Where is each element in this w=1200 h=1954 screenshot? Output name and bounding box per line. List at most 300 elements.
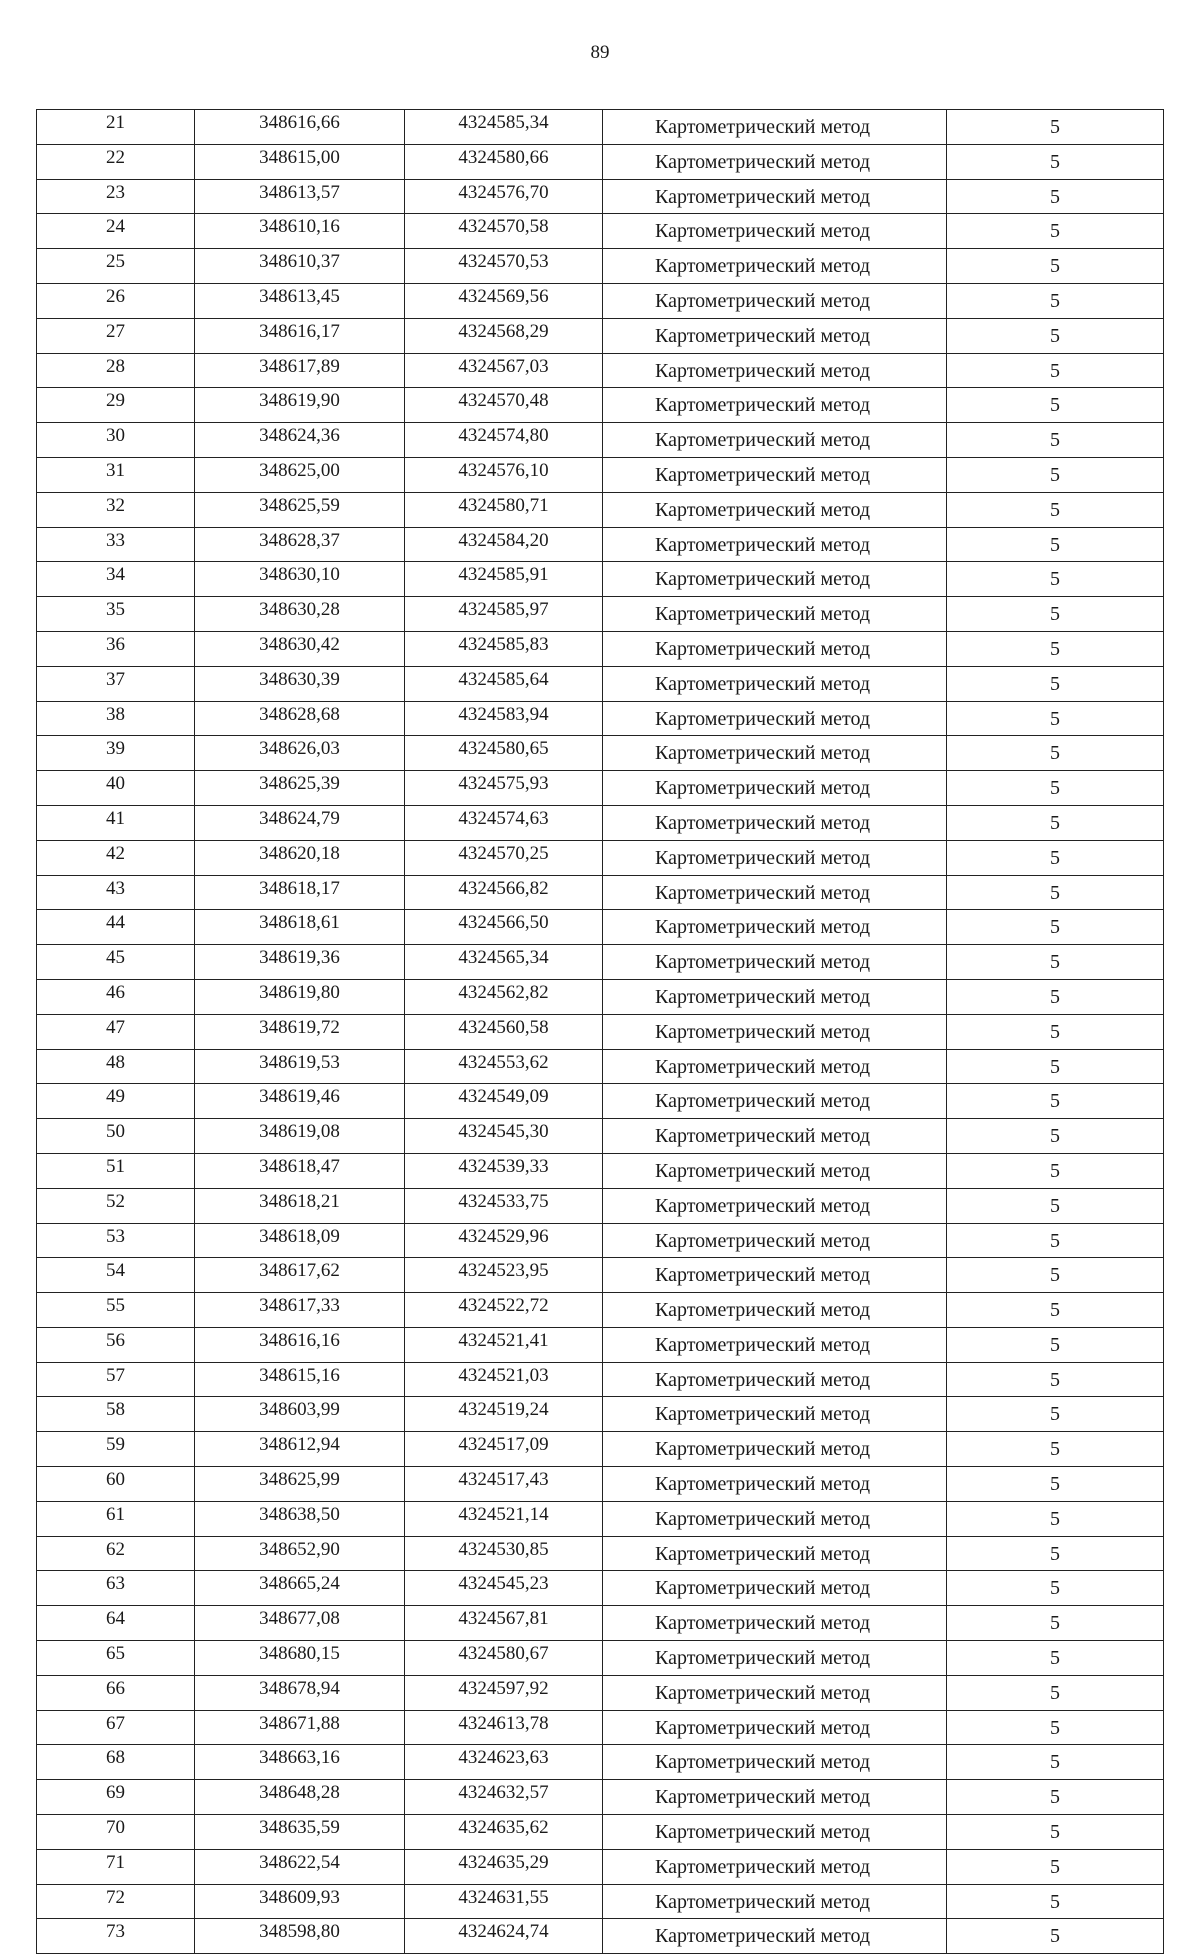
table-row: [37, 527, 1164, 562]
table-row: [37, 423, 1164, 458]
accuracy-cell: 5: [947, 562, 1164, 597]
y-coordinate-cell: 4324613,78: [405, 1710, 603, 1745]
method-cell: Картометрический метод: [603, 179, 947, 214]
x-coordinate-cell: 348619,08: [195, 1119, 405, 1154]
x-coordinate-cell: 348677,08: [195, 1606, 405, 1641]
y-coordinate-cell: 4324585,64: [405, 666, 603, 701]
y-coordinate-cell: 4324623,63: [405, 1745, 603, 1780]
accuracy-cell: 5: [947, 1397, 1164, 1432]
point-number-cell: 25: [37, 249, 195, 284]
method-cell: Картометрический метод: [603, 353, 947, 388]
x-coordinate-cell: 348610,37: [195, 249, 405, 284]
y-coordinate-cell: 4324580,66: [405, 144, 603, 179]
y-coordinate-cell: 4324517,43: [405, 1467, 603, 1502]
x-coordinate-cell: 348678,94: [195, 1675, 405, 1710]
accuracy-cell: 5: [947, 1710, 1164, 1745]
table-row: [37, 736, 1164, 771]
x-coordinate-cell: 348617,89: [195, 353, 405, 388]
accuracy-cell: 5: [947, 388, 1164, 423]
y-coordinate-cell: 4324575,93: [405, 771, 603, 806]
x-coordinate-cell: 348616,66: [195, 110, 405, 145]
y-coordinate-cell: 4324570,53: [405, 249, 603, 284]
x-coordinate-cell: 348680,15: [195, 1641, 405, 1676]
x-coordinate-cell: 348618,47: [195, 1153, 405, 1188]
y-coordinate-cell: 4324566,82: [405, 875, 603, 910]
method-cell: Картометрический метод: [603, 318, 947, 353]
point-number-cell: 57: [37, 1362, 195, 1397]
y-coordinate-cell: 4324567,03: [405, 353, 603, 388]
table-row: [37, 457, 1164, 492]
point-number-cell: 40: [37, 771, 195, 806]
accuracy-cell: 5: [947, 1571, 1164, 1606]
x-coordinate-cell: 348635,59: [195, 1815, 405, 1850]
y-coordinate-cell: 4324568,29: [405, 318, 603, 353]
accuracy-cell: 5: [947, 1884, 1164, 1919]
table-row: [37, 1675, 1164, 1710]
table-row: [37, 179, 1164, 214]
accuracy-cell: 5: [947, 1014, 1164, 1049]
accuracy-cell: 5: [947, 1362, 1164, 1397]
point-number-cell: 23: [37, 179, 195, 214]
accuracy-cell: 5: [947, 945, 1164, 980]
x-coordinate-cell: 348620,18: [195, 840, 405, 875]
method-cell: Картометрический метод: [603, 1641, 947, 1676]
x-coordinate-cell: 348624,79: [195, 805, 405, 840]
y-coordinate-cell: 4324580,67: [405, 1641, 603, 1676]
point-number-cell: 42: [37, 840, 195, 875]
point-number-cell: 32: [37, 492, 195, 527]
table-row: [37, 318, 1164, 353]
x-coordinate-cell: 348630,42: [195, 631, 405, 666]
method-cell: Картометрический метод: [603, 1327, 947, 1362]
y-coordinate-cell: 4324566,50: [405, 910, 603, 945]
point-number-cell: 48: [37, 1049, 195, 1084]
table-row: [37, 701, 1164, 736]
point-number-cell: 58: [37, 1397, 195, 1432]
x-coordinate-cell: 348638,50: [195, 1501, 405, 1536]
table-row: [37, 1849, 1164, 1884]
table-row: [37, 1641, 1164, 1676]
point-number-cell: 21: [37, 110, 195, 145]
point-number-cell: 56: [37, 1327, 195, 1362]
x-coordinate-cell: 348630,28: [195, 597, 405, 632]
x-coordinate-cell: 348617,33: [195, 1293, 405, 1328]
method-cell: Картометрический метод: [603, 771, 947, 806]
table-row: [37, 353, 1164, 388]
method-cell: Картометрический метод: [603, 1084, 947, 1119]
x-coordinate-cell: 348630,10: [195, 562, 405, 597]
table-row: [37, 562, 1164, 597]
y-coordinate-cell: 4324635,29: [405, 1849, 603, 1884]
method-cell: Картометрический метод: [603, 1571, 947, 1606]
y-coordinate-cell: 4324584,20: [405, 527, 603, 562]
y-coordinate-cell: 4324635,62: [405, 1815, 603, 1850]
accuracy-cell: 5: [947, 597, 1164, 632]
point-number-cell: 59: [37, 1432, 195, 1467]
method-cell: Картометрический метод: [603, 910, 947, 945]
method-cell: Картометрический метод: [603, 1884, 947, 1919]
x-coordinate-cell: 348671,88: [195, 1710, 405, 1745]
table-row: [37, 144, 1164, 179]
point-number-cell: 62: [37, 1536, 195, 1571]
x-coordinate-cell: 348618,09: [195, 1223, 405, 1258]
table-row: [37, 388, 1164, 423]
point-number-cell: 63: [37, 1571, 195, 1606]
table-row: [37, 1467, 1164, 1502]
method-cell: Картометрический метод: [603, 388, 947, 423]
x-coordinate-cell: 348663,16: [195, 1745, 405, 1780]
table-row: [37, 631, 1164, 666]
point-number-cell: 64: [37, 1606, 195, 1641]
y-coordinate-cell: 4324570,48: [405, 388, 603, 423]
accuracy-cell: 5: [947, 179, 1164, 214]
table-row: [37, 1049, 1164, 1084]
method-cell: Картометрический метод: [603, 945, 947, 980]
y-coordinate-cell: 4324632,57: [405, 1780, 603, 1815]
method-cell: Картометрический метод: [603, 1780, 947, 1815]
y-coordinate-cell: 4324560,58: [405, 1014, 603, 1049]
x-coordinate-cell: 348619,90: [195, 388, 405, 423]
method-cell: Картометрический метод: [603, 1119, 947, 1154]
accuracy-cell: 5: [947, 1432, 1164, 1467]
x-coordinate-cell: 348618,21: [195, 1188, 405, 1223]
x-coordinate-cell: 348619,72: [195, 1014, 405, 1049]
table-row: [37, 1606, 1164, 1641]
point-number-cell: 38: [37, 701, 195, 736]
accuracy-cell: 5: [947, 1293, 1164, 1328]
table-row: [37, 805, 1164, 840]
method-cell: Картометрический метод: [603, 1501, 947, 1536]
point-number-cell: 47: [37, 1014, 195, 1049]
accuracy-cell: 5: [947, 1780, 1164, 1815]
table-row: [37, 1919, 1164, 1954]
coordinates-table-body: [37, 110, 1164, 1954]
method-cell: Картометрический метод: [603, 979, 947, 1014]
table-row: [37, 1014, 1164, 1049]
accuracy-cell: 5: [947, 1849, 1164, 1884]
point-number-cell: 70: [37, 1815, 195, 1850]
x-coordinate-cell: 348617,62: [195, 1258, 405, 1293]
table-row: [37, 1432, 1164, 1467]
x-coordinate-cell: 348616,16: [195, 1327, 405, 1362]
point-number-cell: 36: [37, 631, 195, 666]
y-coordinate-cell: 4324539,33: [405, 1153, 603, 1188]
y-coordinate-cell: 4324585,97: [405, 597, 603, 632]
point-number-cell: 71: [37, 1849, 195, 1884]
point-number-cell: 61: [37, 1501, 195, 1536]
table-row: [37, 214, 1164, 249]
accuracy-cell: 5: [947, 1745, 1164, 1780]
method-cell: Картометрический метод: [603, 1710, 947, 1745]
point-number-cell: 68: [37, 1745, 195, 1780]
method-cell: Картометрический метод: [603, 1014, 947, 1049]
table-row: [37, 910, 1164, 945]
y-coordinate-cell: 4324562,82: [405, 979, 603, 1014]
accuracy-cell: 5: [947, 1815, 1164, 1850]
table-row: [37, 979, 1164, 1014]
point-number-cell: 60: [37, 1467, 195, 1502]
y-coordinate-cell: 4324574,80: [405, 423, 603, 458]
x-coordinate-cell: 348652,90: [195, 1536, 405, 1571]
method-cell: Картометрический метод: [603, 144, 947, 179]
method-cell: Картометрический метод: [603, 1397, 947, 1432]
point-number-cell: 26: [37, 283, 195, 318]
y-coordinate-cell: 4324570,58: [405, 214, 603, 249]
x-coordinate-cell: 348615,00: [195, 144, 405, 179]
y-coordinate-cell: 4324570,25: [405, 840, 603, 875]
table-row: [37, 249, 1164, 284]
accuracy-cell: 5: [947, 771, 1164, 806]
accuracy-cell: 5: [947, 110, 1164, 145]
method-cell: Картометрический метод: [603, 1258, 947, 1293]
table-row: [37, 1327, 1164, 1362]
accuracy-cell: 5: [947, 1675, 1164, 1710]
method-cell: Картометрический метод: [603, 283, 947, 318]
table-row: [37, 1501, 1164, 1536]
y-coordinate-cell: 4324545,23: [405, 1571, 603, 1606]
table-row: [37, 110, 1164, 145]
x-coordinate-cell: 348624,36: [195, 423, 405, 458]
y-coordinate-cell: 4324519,24: [405, 1397, 603, 1432]
accuracy-cell: 5: [947, 910, 1164, 945]
accuracy-cell: 5: [947, 1467, 1164, 1502]
accuracy-cell: 5: [947, 875, 1164, 910]
table-row: [37, 1293, 1164, 1328]
accuracy-cell: 5: [947, 1049, 1164, 1084]
table-row: [37, 1815, 1164, 1850]
table-row: [37, 1362, 1164, 1397]
point-number-cell: 37: [37, 666, 195, 701]
y-coordinate-cell: 4324522,72: [405, 1293, 603, 1328]
x-coordinate-cell: 348618,17: [195, 875, 405, 910]
point-number-cell: 45: [37, 945, 195, 980]
method-cell: Картометрический метод: [603, 249, 947, 284]
point-number-cell: 43: [37, 875, 195, 910]
y-coordinate-cell: 4324521,41: [405, 1327, 603, 1362]
y-coordinate-cell: 4324580,65: [405, 736, 603, 771]
x-coordinate-cell: 348618,61: [195, 910, 405, 945]
accuracy-cell: 5: [947, 1919, 1164, 1954]
y-coordinate-cell: 4324521,14: [405, 1501, 603, 1536]
accuracy-cell: 5: [947, 353, 1164, 388]
y-coordinate-cell: 4324624,74: [405, 1919, 603, 1954]
table-row: [37, 492, 1164, 527]
y-coordinate-cell: 4324583,94: [405, 701, 603, 736]
accuracy-cell: 5: [947, 1188, 1164, 1223]
table-row: [37, 1223, 1164, 1258]
table-row: [37, 1119, 1164, 1154]
method-cell: Картометрический метод: [603, 492, 947, 527]
method-cell: Картометрический метод: [603, 1536, 947, 1571]
x-coordinate-cell: 348619,46: [195, 1084, 405, 1119]
accuracy-cell: 5: [947, 1119, 1164, 1154]
method-cell: Картометрический метод: [603, 631, 947, 666]
method-cell: Картометрический метод: [603, 736, 947, 771]
y-coordinate-cell: 4324523,95: [405, 1258, 603, 1293]
method-cell: Картометрический метод: [603, 597, 947, 632]
point-number-cell: 50: [37, 1119, 195, 1154]
y-coordinate-cell: 4324597,92: [405, 1675, 603, 1710]
y-coordinate-cell: 4324549,09: [405, 1084, 603, 1119]
x-coordinate-cell: 348625,39: [195, 771, 405, 806]
table-row: [37, 945, 1164, 980]
y-coordinate-cell: 4324521,03: [405, 1362, 603, 1397]
x-coordinate-cell: 348619,36: [195, 945, 405, 980]
method-cell: Картометрический метод: [603, 110, 947, 145]
method-cell: Картометрический метод: [603, 1049, 947, 1084]
table-row: [37, 666, 1164, 701]
point-number-cell: 46: [37, 979, 195, 1014]
method-cell: Картометрический метод: [603, 214, 947, 249]
x-coordinate-cell: 348619,53: [195, 1049, 405, 1084]
method-cell: Картометрический метод: [603, 1432, 947, 1467]
table-row: [37, 1188, 1164, 1223]
y-coordinate-cell: 4324585,34: [405, 110, 603, 145]
x-coordinate-cell: 348626,03: [195, 736, 405, 771]
x-coordinate-cell: 348613,45: [195, 283, 405, 318]
point-number-cell: 54: [37, 1258, 195, 1293]
point-number-cell: 22: [37, 144, 195, 179]
table-row: [37, 875, 1164, 910]
x-coordinate-cell: 348625,00: [195, 457, 405, 492]
method-cell: Картометрический метод: [603, 527, 947, 562]
method-cell: Картометрический метод: [603, 1362, 947, 1397]
method-cell: Картометрический метод: [603, 666, 947, 701]
y-coordinate-cell: 4324545,30: [405, 1119, 603, 1154]
accuracy-cell: 5: [947, 805, 1164, 840]
point-number-cell: 67: [37, 1710, 195, 1745]
point-number-cell: 35: [37, 597, 195, 632]
table-row: [37, 1745, 1164, 1780]
accuracy-cell: 5: [947, 979, 1164, 1014]
accuracy-cell: 5: [947, 249, 1164, 284]
point-number-cell: 27: [37, 318, 195, 353]
accuracy-cell: 5: [947, 214, 1164, 249]
table-row: [37, 1536, 1164, 1571]
point-number-cell: 44: [37, 910, 195, 945]
table-row: [37, 597, 1164, 632]
table-row: [37, 1884, 1164, 1919]
method-cell: Картометрический метод: [603, 1745, 947, 1780]
accuracy-cell: 5: [947, 1258, 1164, 1293]
x-coordinate-cell: 348616,17: [195, 318, 405, 353]
accuracy-cell: 5: [947, 492, 1164, 527]
y-coordinate-cell: 4324585,91: [405, 562, 603, 597]
x-coordinate-cell: 348612,94: [195, 1432, 405, 1467]
table-row: [37, 840, 1164, 875]
y-coordinate-cell: 4324567,81: [405, 1606, 603, 1641]
page-number: 89: [590, 42, 610, 63]
accuracy-cell: 5: [947, 1153, 1164, 1188]
method-cell: Картометрический метод: [603, 1153, 947, 1188]
point-number-cell: 34: [37, 562, 195, 597]
x-coordinate-cell: 348603,99: [195, 1397, 405, 1432]
x-coordinate-cell: 348615,16: [195, 1362, 405, 1397]
method-cell: Картометрический метод: [603, 1849, 947, 1884]
accuracy-cell: 5: [947, 144, 1164, 179]
table-row: [37, 1084, 1164, 1119]
x-coordinate-cell: 348628,68: [195, 701, 405, 736]
point-number-cell: 24: [37, 214, 195, 249]
accuracy-cell: 5: [947, 457, 1164, 492]
method-cell: Картометрический метод: [603, 1293, 947, 1328]
y-coordinate-cell: 4324565,34: [405, 945, 603, 980]
y-coordinate-cell: 4324631,55: [405, 1884, 603, 1919]
point-number-cell: 53: [37, 1223, 195, 1258]
method-cell: Картометрический метод: [603, 701, 947, 736]
point-number-cell: 52: [37, 1188, 195, 1223]
method-cell: Картометрический метод: [603, 457, 947, 492]
accuracy-cell: 5: [947, 318, 1164, 353]
accuracy-cell: 5: [947, 1084, 1164, 1119]
accuracy-cell: 5: [947, 840, 1164, 875]
y-coordinate-cell: 4324533,75: [405, 1188, 603, 1223]
y-coordinate-cell: 4324580,71: [405, 492, 603, 527]
x-coordinate-cell: 348619,80: [195, 979, 405, 1014]
accuracy-cell: 5: [947, 1223, 1164, 1258]
coordinates-table: [36, 109, 1164, 1954]
y-coordinate-cell: 4324576,10: [405, 457, 603, 492]
accuracy-cell: 5: [947, 1641, 1164, 1676]
table-row: [37, 1780, 1164, 1815]
point-number-cell: 41: [37, 805, 195, 840]
method-cell: Картометрический метод: [603, 562, 947, 597]
x-coordinate-cell: 348648,28: [195, 1780, 405, 1815]
point-number-cell: 66: [37, 1675, 195, 1710]
x-coordinate-cell: 348613,57: [195, 179, 405, 214]
x-coordinate-cell: 348622,54: [195, 1849, 405, 1884]
y-coordinate-cell: 4324585,83: [405, 631, 603, 666]
table-row: [37, 1710, 1164, 1745]
point-number-cell: 28: [37, 353, 195, 388]
table-row: [37, 1153, 1164, 1188]
y-coordinate-cell: 4324517,09: [405, 1432, 603, 1467]
method-cell: Картометрический метод: [603, 805, 947, 840]
point-number-cell: 31: [37, 457, 195, 492]
y-coordinate-cell: 4324529,96: [405, 1223, 603, 1258]
accuracy-cell: 5: [947, 1327, 1164, 1362]
method-cell: Картометрический метод: [603, 1467, 947, 1502]
table-row: [37, 1258, 1164, 1293]
point-number-cell: 30: [37, 423, 195, 458]
y-coordinate-cell: 4324530,85: [405, 1536, 603, 1571]
method-cell: Картометрический метод: [603, 875, 947, 910]
accuracy-cell: 5: [947, 631, 1164, 666]
point-number-cell: 73: [37, 1919, 195, 1954]
method-cell: Картометрический метод: [603, 1675, 947, 1710]
method-cell: Картометрический метод: [603, 1606, 947, 1641]
point-number-cell: 39: [37, 736, 195, 771]
point-number-cell: 33: [37, 527, 195, 562]
table-row: [37, 771, 1164, 806]
point-number-cell: 51: [37, 1153, 195, 1188]
x-coordinate-cell: 348610,16: [195, 214, 405, 249]
accuracy-cell: 5: [947, 527, 1164, 562]
accuracy-cell: 5: [947, 666, 1164, 701]
accuracy-cell: 5: [947, 1501, 1164, 1536]
x-coordinate-cell: 348598,80: [195, 1919, 405, 1954]
point-number-cell: 65: [37, 1641, 195, 1676]
point-number-cell: 55: [37, 1293, 195, 1328]
method-cell: Картометрический метод: [603, 1223, 947, 1258]
x-coordinate-cell: 348665,24: [195, 1571, 405, 1606]
table-row: [37, 1571, 1164, 1606]
y-coordinate-cell: 4324553,62: [405, 1049, 603, 1084]
accuracy-cell: 5: [947, 701, 1164, 736]
accuracy-cell: 5: [947, 1606, 1164, 1641]
x-coordinate-cell: 348628,37: [195, 527, 405, 562]
method-cell: Картометрический метод: [603, 840, 947, 875]
